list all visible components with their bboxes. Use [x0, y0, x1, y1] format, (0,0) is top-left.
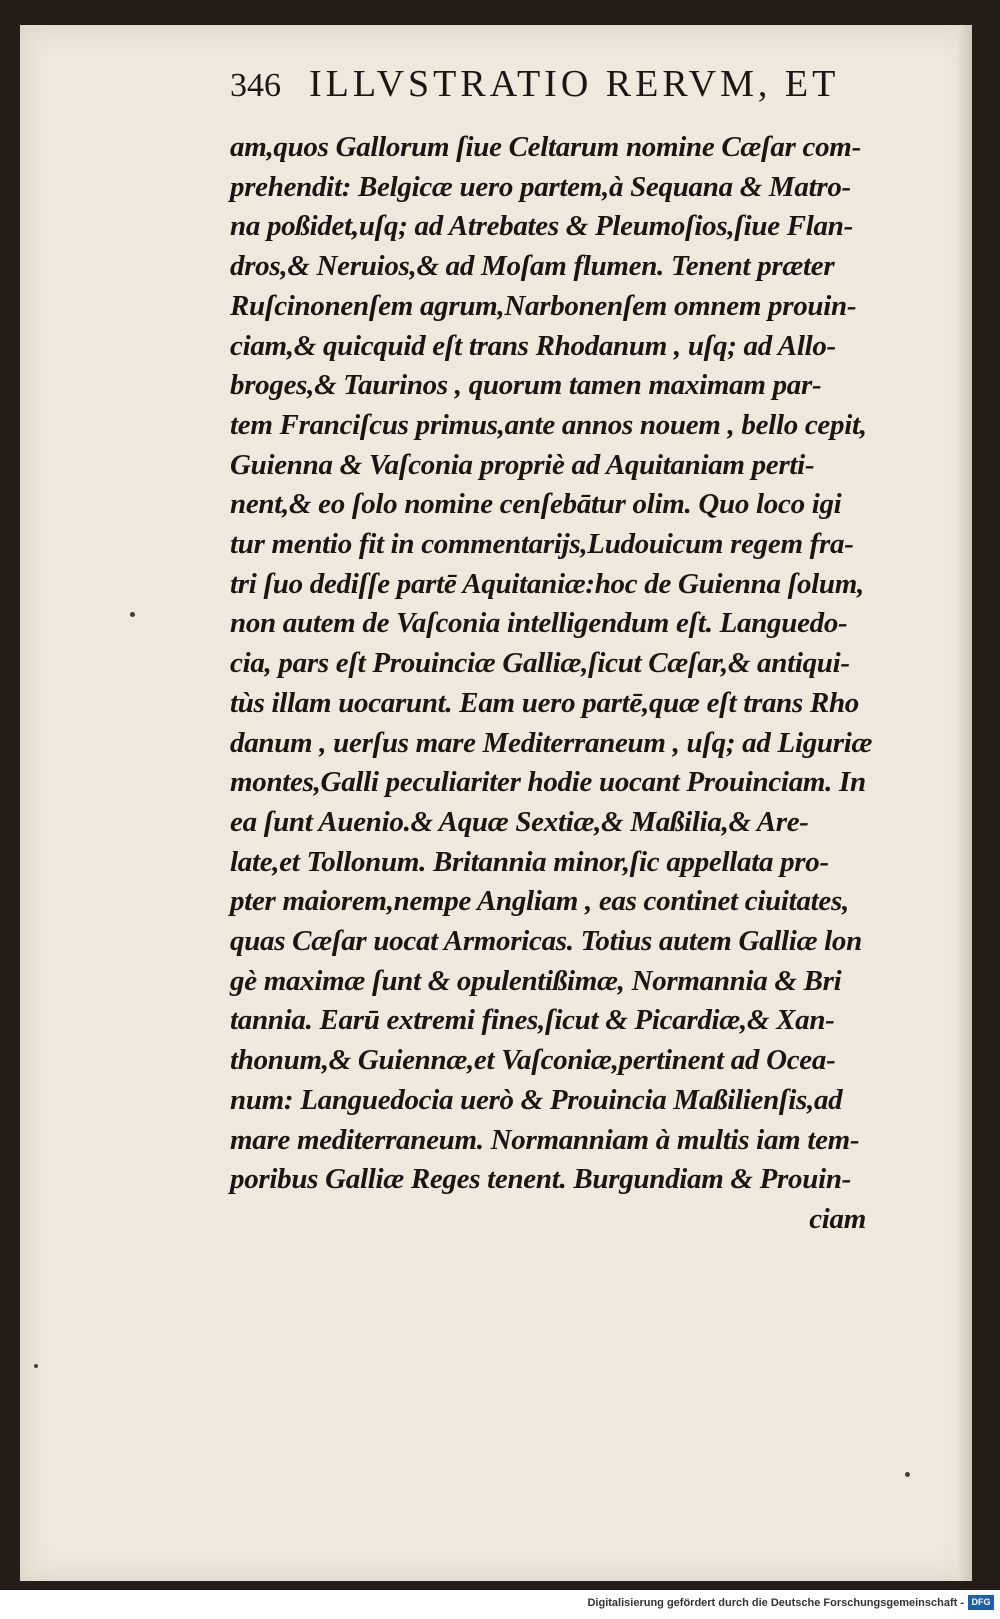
text-line: late,et Tollonum. Britannia minor,ſic appellata pro-: [230, 845, 829, 878]
text-line: tùs illam uocarunt. Eam uero partē,quæ eſt trans Rho: [230, 686, 859, 719]
text-line: broges,& Taurinos , quorum tamen maximam par-: [230, 369, 822, 402]
text-line: prehendit: Belgicæ uero partem,à Sequana & Matro-: [230, 170, 851, 203]
text-line: quas Cæſar uocat Armoricas. Totius autem Galliæ lon: [230, 925, 862, 958]
text-line: dros,& Neruios,& ad Moſam flumen. Tenent præter: [230, 250, 835, 283]
text-line: tannia. Earū extremi fines,ſicut & Picardiæ,& Xan-: [230, 1004, 835, 1037]
text-line: nent,& eo ſolo nomine cenſebātur olim. Quo loco igi: [230, 488, 842, 521]
text-line: thonum,& Guiennæ,et Vaſconiæ,pertinent ad Ocea-: [230, 1044, 836, 1077]
text-line: montes,Galli peculiariter hodie uocant Prouinciam. In: [230, 766, 866, 799]
text-line: ciam,& quicquid eſt trans Rhodanum , uſq; ad Allo-: [230, 329, 836, 362]
ink-speck: [130, 612, 135, 617]
text-line: Ruſcinonenſem agrum,Narbonenſem omnem prouin-: [230, 289, 857, 322]
text-line: gè maximæ ſunt & opulentißimæ, Normannia & Bri: [230, 964, 842, 997]
funding-credit: Digitalisierung gefördert durch die Deutsche Forschungsgemeinschaft -: [587, 1597, 964, 1609]
ink-speck: [34, 1364, 38, 1368]
text-line: poribus Galliæ Reges tenent. Burgundiam & Prouin-: [230, 1163, 852, 1196]
running-title: ILLVSTRATIO RERVM, ET: [309, 63, 840, 105]
catchword: ciam: [809, 1202, 866, 1235]
text-line: num: Languedocia uerò & Prouincia Maßilienſis,ad: [230, 1083, 843, 1116]
page-edge: [958, 25, 972, 1581]
text-line: am,quos Gallorum ſiue Celtarum nomine Cæſar com-: [230, 131, 861, 163]
text-line: tur mentio fit in commentarijs,Ludouicum regem fra-: [230, 528, 854, 561]
dfg-logo[interactable]: DFG: [968, 1595, 994, 1610]
text-line: pter maiorem,nempe Angliam , eas continet ciuitates,: [230, 885, 849, 918]
text-line: tri ſuo dediſſe partē Aquitaniæ:hoc de Guienna ſolum,: [230, 567, 864, 600]
text-line: non autem de Vaſconia intelligendum eſt. Languedo-: [230, 607, 848, 640]
footer-bar: [0, 1590, 1000, 1619]
page-number: 346: [230, 67, 281, 104]
text-line: na poßidet,uſq; ad Atrebates & Pleumoſios,ſiue Flan-: [230, 210, 853, 243]
running-head: [230, 62, 910, 122]
text-line: ea ſunt Auenio.& Aquæ Sextiæ,& Maßilia,& Are-: [230, 805, 809, 838]
text-line: Guienna & Vaſconia propriè ad Aquitaniam perti-: [230, 448, 815, 481]
text-line: danum , uerſus mare Mediterraneum , uſq; ad Liguriæ: [230, 726, 873, 759]
body-text: [230, 128, 910, 1240]
ink-speck: [905, 1472, 910, 1477]
text-line: tem Franciſcus primus,ante annos nouem , bello cepit,: [230, 408, 867, 441]
text-line: cia, pars eſt Prouinciæ Galliæ,ſicut Cæſar,& antiqui-: [230, 647, 850, 680]
text-line: mare mediterraneum. Normanniam à multis iam tem-: [230, 1123, 860, 1156]
